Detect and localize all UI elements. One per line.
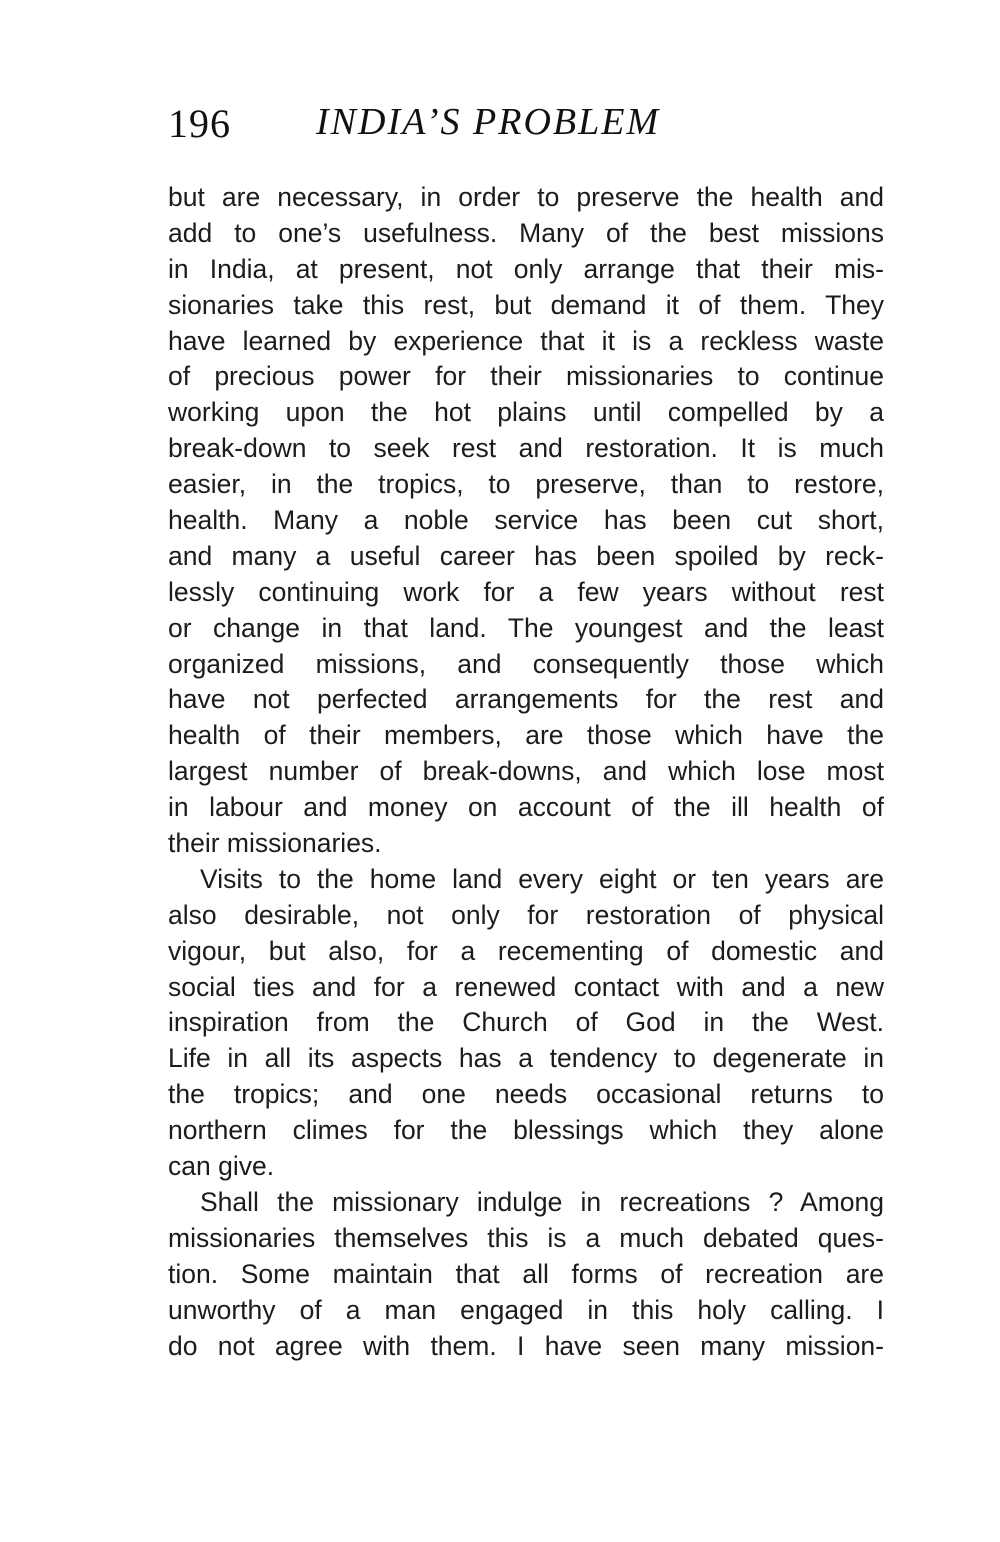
text-line: in labour and money on account of the ill health of	[168, 792, 884, 823]
body-text	[168, 180, 884, 1364]
text-line: unworthy of a man engaged in this holy calling. I	[168, 1294, 884, 1325]
text-line: northern climes for the blessings which they alone	[168, 1115, 884, 1146]
text-line: their missionaries.	[168, 828, 382, 859]
paragraph-3	[168, 1185, 884, 1364]
text-line: health of their members, are those which have the	[168, 720, 884, 751]
text-line: working upon the hot plains until compelled by a	[168, 397, 884, 428]
text-line: add to one’s usefulness. Many of the best missions	[168, 217, 884, 248]
text-line: Visits to the home land every eight or ten years are	[200, 863, 884, 894]
text-line: vigour, but also, for a recementing of domestic and	[168, 935, 884, 966]
text-line: the tropics; and one needs occasional returns to	[168, 1079, 884, 1110]
running-head	[168, 100, 888, 160]
text-line: do not agree with them. I have seen many mission-	[168, 1330, 884, 1361]
text-line: largest number of break-downs, and which lose most	[168, 756, 884, 787]
text-line: tion. Some maintain that all forms of recreation are	[168, 1258, 884, 1289]
text-line: sionaries take this rest, but demand it of them. They	[168, 289, 884, 320]
text-line: also desirable, not only for restoration of physical	[168, 899, 884, 930]
text-line: can give.	[168, 1151, 275, 1182]
running-title: INDIA’S PROBLEM	[316, 101, 661, 143]
text-line: Shall the missionary indulge in recreations ? Among	[200, 1186, 884, 1217]
text-line: lessly continuing work for a few years without rest	[168, 576, 884, 607]
text-line: health. Many a noble service has been cut short,	[168, 505, 884, 536]
text-line: and many a useful career has been spoiled by reck-	[168, 540, 884, 571]
text-line: in India, at present, not only arrange that their mis-	[168, 253, 884, 284]
text-line: inspiration from the Church of God in the West.	[168, 1007, 884, 1038]
text-line: or change in that land. The youngest and the least	[168, 612, 884, 643]
text-line: break-down to seek rest and restoration. It is much	[168, 433, 884, 464]
text-line: social ties and for a renewed contact with and a new	[168, 971, 884, 1002]
page-number: 196	[168, 101, 231, 146]
text-line: have learned by experience that it is a reckless waste	[168, 325, 884, 356]
text-line: but are necessary, in order to preserve the health and	[168, 182, 884, 212]
text-line: organized missions, and consequently those which	[168, 648, 884, 679]
paragraph-2	[168, 862, 884, 1185]
text-line: missionaries themselves this is a much debated ques-	[168, 1222, 884, 1253]
text-line: Life in all its aspects has a tendency to degenerate in	[168, 1043, 884, 1074]
paragraph-1	[168, 180, 884, 862]
text-line: of precious power for their missionaries to continue	[168, 361, 884, 392]
text-line: easier, in the tropics, to preserve, than to restore,	[168, 469, 884, 500]
text-line: have not perfected arrangements for the rest and	[168, 684, 884, 715]
